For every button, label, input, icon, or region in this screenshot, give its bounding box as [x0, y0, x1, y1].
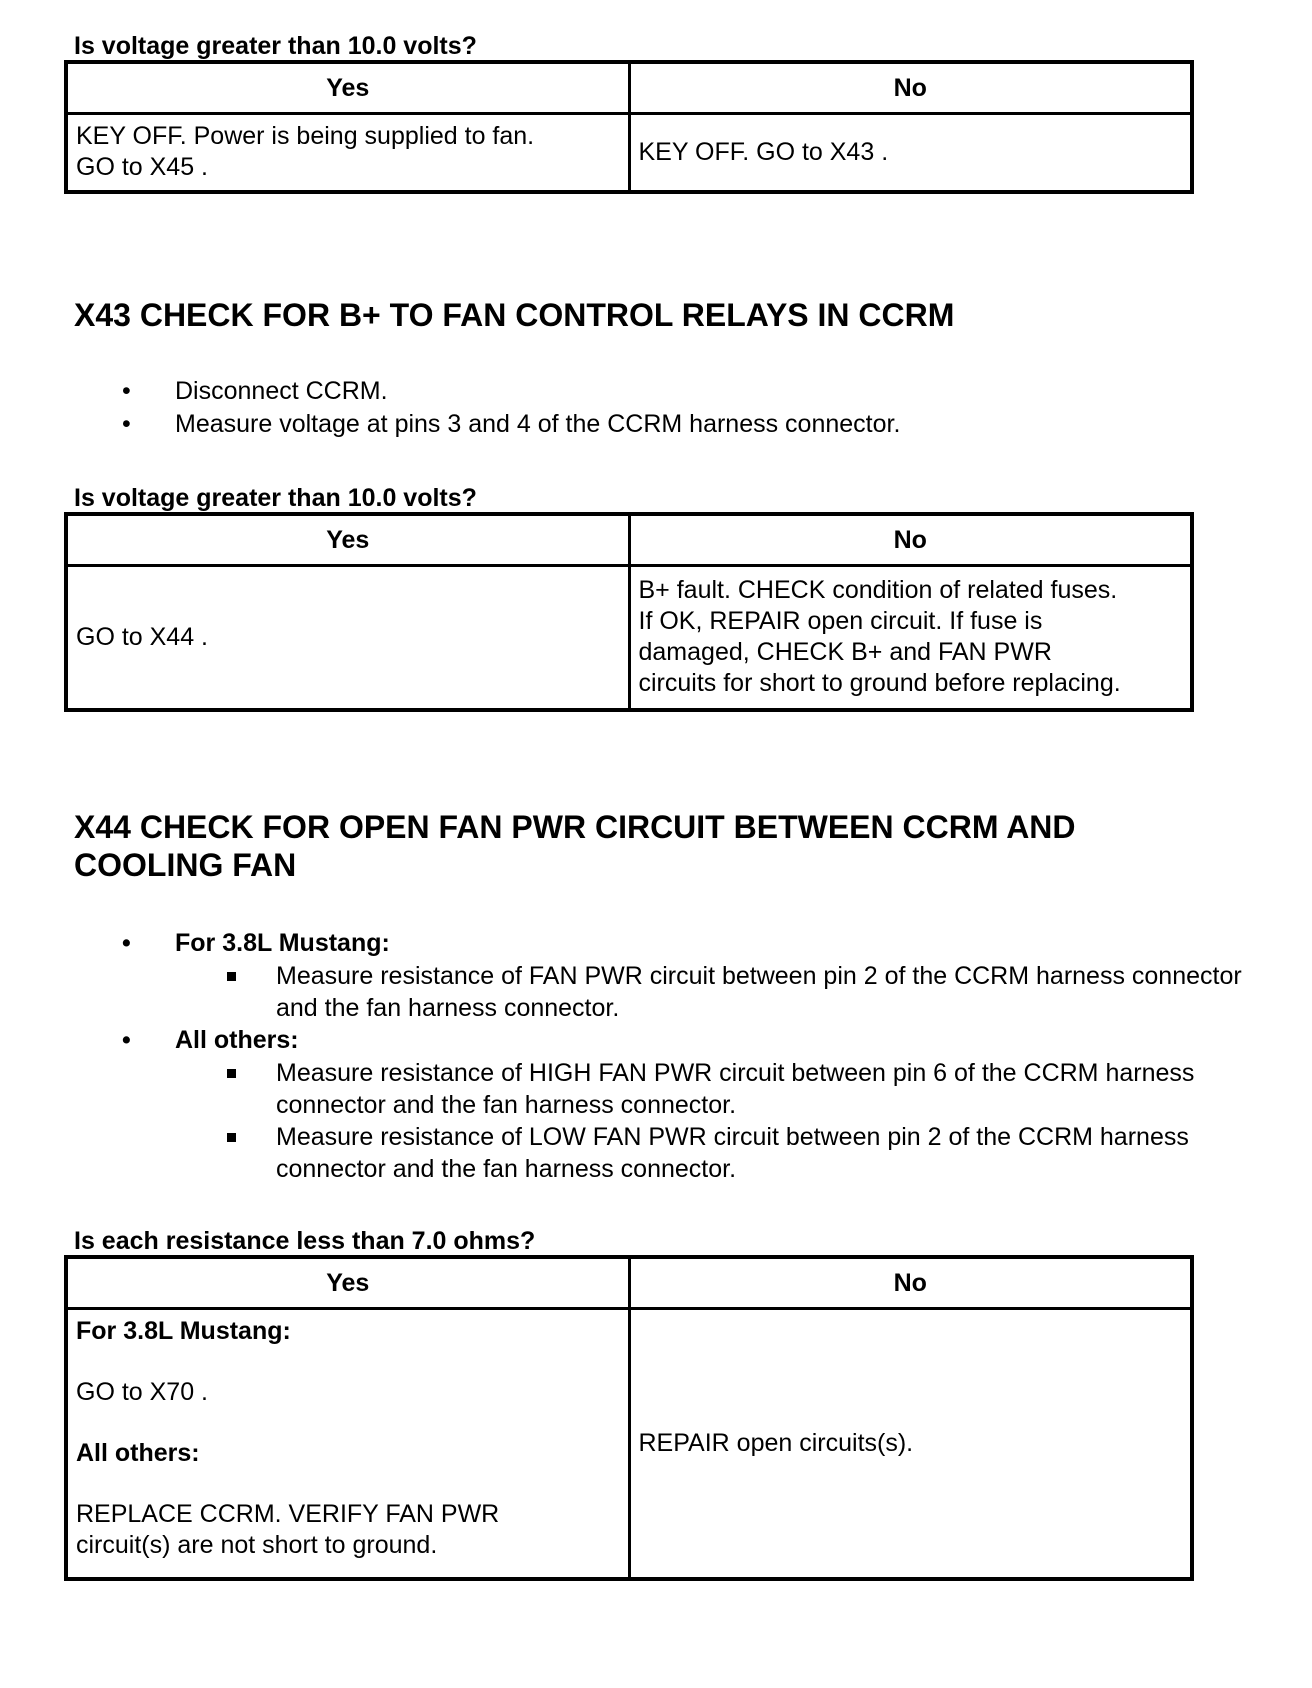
yes-text: circuit(s) are not short to ground.: [76, 1531, 438, 1559]
yes-cell: [66, 114, 629, 192]
group-label: For 3.8L Mustang:: [175, 929, 390, 957]
result-table-top: [64, 60, 1194, 194]
sub-item: [0, 1057, 1312, 1121]
yes-text: REPLACE CCRM. VERIFY FAN PWR: [76, 1500, 500, 1528]
no-line: If OK, REPAIR open circuit. If fuse is: [638, 607, 1043, 636]
heading-line: X44 CHECK FOR OPEN FAN PWR CIRCUIT BETWEEN CCRM AND: [74, 809, 1076, 845]
x44-steps: [0, 927, 1312, 1185]
yes-line: GO to X45 .: [76, 153, 209, 182]
bullet-icon: •: [122, 377, 131, 405]
step-text: Measure voltage at pins 3 and 4 of the CCRM harness connector.: [175, 410, 901, 438]
result-table-x44: [64, 1255, 1194, 1581]
x43-steps: [0, 375, 1312, 441]
yes-cell: [66, 1309, 629, 1579]
no-header: No: [629, 514, 1192, 566]
no-line: damaged, CHECK B+ and FAN PWR: [638, 638, 1052, 667]
no-cell: KEY OFF. GO to X43 .: [629, 114, 1192, 192]
sub-item-text: Measure resistance of HIGH FAN PWR circuit between pin 6 of the CCRM harness connector and the fan harness connector.: [276, 1059, 1195, 1119]
yes-header: Yes: [66, 1257, 629, 1309]
sub-item-text: Measure resistance of LOW FAN PWR circuit between pin 2 of the CCRM harness connector and the fan harness connector.: [276, 1123, 1189, 1183]
yes-label: For 3.8L Mustang:: [76, 1317, 291, 1345]
result-table-x43: [64, 512, 1194, 712]
no-header: No: [629, 1257, 1192, 1309]
square-bullet-icon: [227, 1133, 236, 1142]
list-item: [0, 927, 1312, 960]
sub-item: [0, 1121, 1312, 1185]
yes-label: All others:: [76, 1439, 200, 1467]
no-line: circuits for short to ground before replacing.: [638, 669, 1121, 698]
square-bullet-icon: [227, 1069, 236, 1078]
yes-cell: GO to X44 .: [66, 566, 629, 710]
question-voltage-x43: Is voltage greater than 10.0 volts?: [74, 484, 477, 512]
heading-line: COOLING FAN: [74, 847, 297, 883]
yes-text: GO to X70 .: [76, 1378, 209, 1406]
list-item: [0, 375, 1312, 408]
sub-item-text: Measure resistance of FAN PWR circuit between pin 2 of the CCRM harness connector and the fan harness connector.: [276, 962, 1242, 1022]
question-voltage-top: Is voltage greater than 10.0 volts?: [74, 32, 477, 60]
bullet-icon: •: [122, 1026, 131, 1054]
no-line: B+ fault. CHECK condition of related fuses.: [638, 576, 1118, 605]
no-header: No: [629, 62, 1192, 114]
yes-header: Yes: [66, 514, 629, 566]
yes-line: KEY OFF. Power is being supplied to fan.: [76, 122, 535, 151]
square-bullet-icon: [227, 972, 236, 981]
step-text: Disconnect CCRM.: [175, 377, 388, 405]
heading-x44: [74, 808, 1224, 884]
sub-item: [0, 960, 1312, 1024]
list-item: [0, 408, 1312, 441]
question-resistance: Is each resistance less than 7.0 ohms?: [74, 1227, 536, 1255]
heading-x43: X43 CHECK FOR B+ TO FAN CONTROL RELAYS IN CCRM: [74, 297, 955, 333]
bullet-icon: •: [122, 410, 131, 438]
yes-header: Yes: [66, 62, 629, 114]
group-label: All others:: [175, 1026, 299, 1054]
list-item: [0, 1024, 1312, 1057]
no-cell: [629, 566, 1192, 710]
no-cell: REPAIR open circuits(s).: [629, 1309, 1192, 1579]
bullet-icon: •: [122, 929, 131, 957]
